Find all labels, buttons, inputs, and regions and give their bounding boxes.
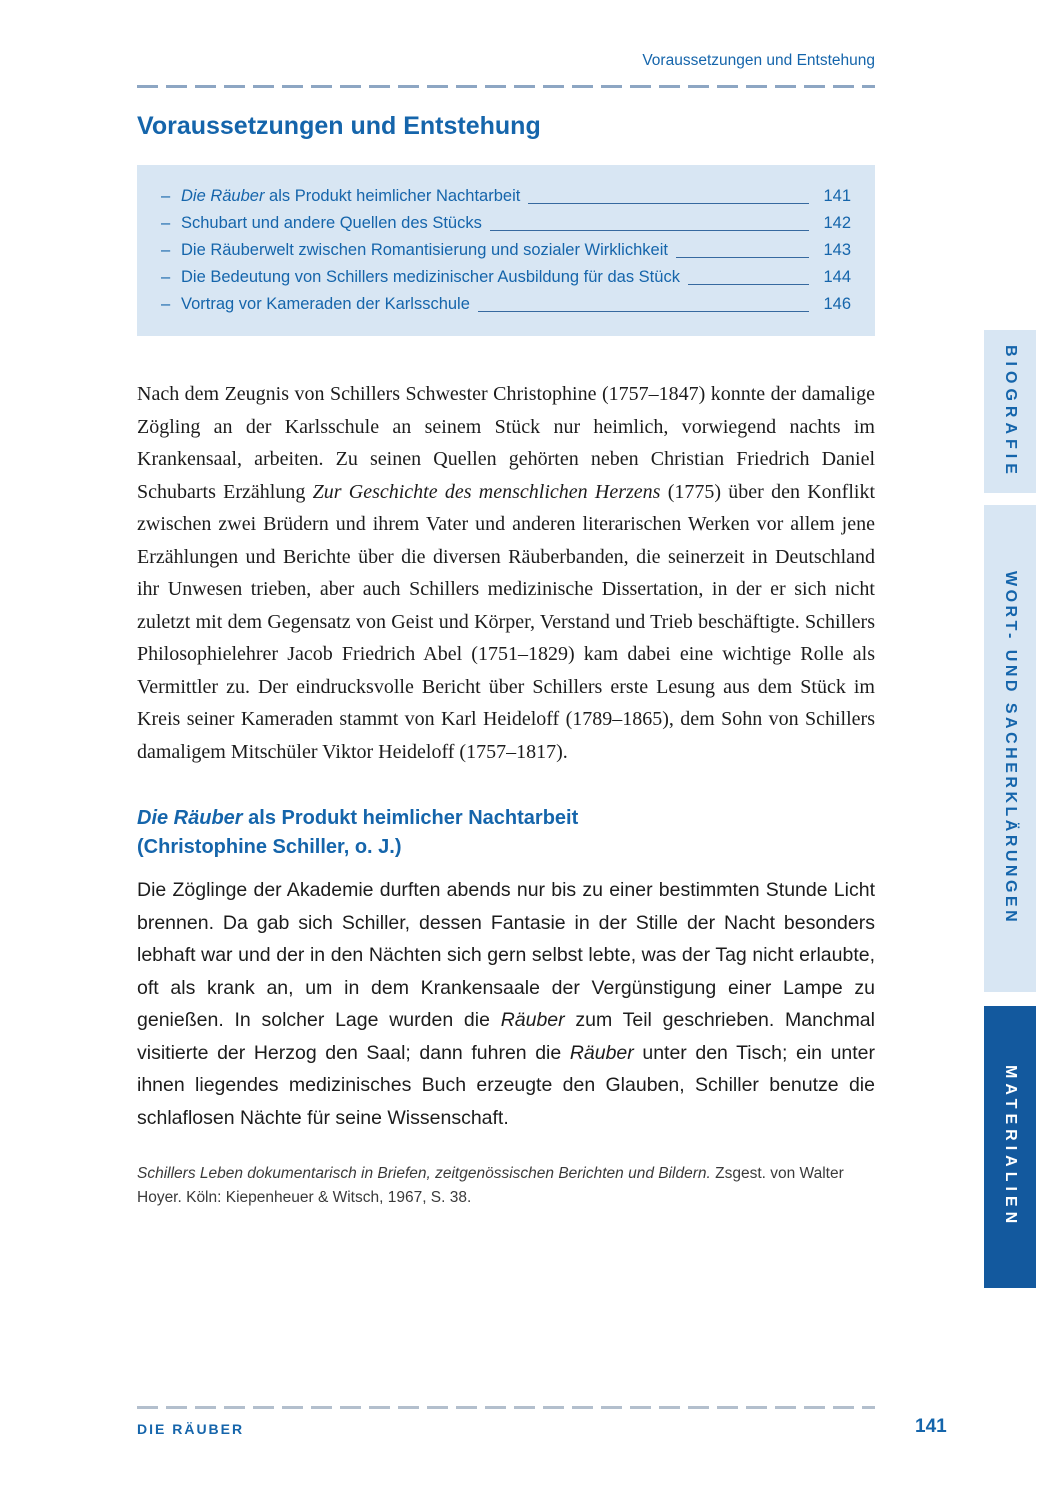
- toc-item-dash: –: [161, 295, 171, 313]
- toc-item-page-number: 146: [823, 295, 851, 313]
- toc-leader-line: [688, 284, 809, 285]
- italic-text-segment: Die Räuber: [137, 807, 243, 829]
- page-title: Voraussetzungen und Entstehung: [137, 112, 541, 140]
- main-content-column: [137, 0, 875, 1210]
- side-tab-biografie[interactable]: BIOGRAFIE: [984, 330, 1036, 493]
- toc-item-page-number: 144: [823, 268, 851, 286]
- italic-text-segment: Schillers Leben dokumentarisch in Briefen, zeitgenössischen Berichten und Bildern.: [137, 1165, 711, 1182]
- toc-item-dash: –: [161, 214, 171, 232]
- text-segment: als Produkt heimlicher Nachtarbeit: [264, 187, 521, 205]
- side-tab-wort-und-sacherklaerungen[interactable]: WORT- UND SACHERKLÄRUNGEN: [984, 505, 1036, 992]
- text-segment: (1775) über den Konflikt zwischen zwei Brüdern und ihrem Vater und anderen literarischen Werken vor allem jene Erzählungen und Berichte über die diversen Räuberbanden, die seinerzeit in Deutschland ihr Unwesen trieben, aber auch Schillers medizinische Dissertation, in der er sich nicht zuletzt mit dem Gegensatz von Geist und Körper, Verstand und Trieb beschäftigte. Schillers Philosophielehrer Jacob Friedrich Abel (1751–1829) kam dabei eine wichtige Rolle als Vermittler zu. Der eindrucksvolle Bericht über Schillers erste Lesung aus dem Stück im Kreis seiner Kameraden stammt von Karl Heideloff (1789–1865), dem Sohn von Schillers damaligem Mitschüler Viktor Heideloff (1757–1817).: [137, 480, 875, 763]
- footer-book-title: DIE RÄUBER: [137, 1421, 245, 1437]
- text-segment: Nach dem Zeugnis von Schillers Schwester Christophine (1757–1847) konnte der damalige Zögling an der Karlsschule an seinem Stück nur heimlich, vorwiegend nachts im Krankensaal, arbeiten. Zu seinen Quellen gehörten neben Christian Friedrich Daniel Schubarts Erzählung: [137, 383, 875, 503]
- text-segment: Schubart und andere Quellen des Stücks: [181, 214, 482, 232]
- subheading-title: [137, 807, 578, 829]
- text-segment: Die Bedeutung von Schillers medizinischer Ausbildung für das Stück: [181, 268, 680, 286]
- section-subheading: [137, 804, 875, 862]
- footer-divider: [137, 1406, 875, 1409]
- toc-item-label: [181, 264, 680, 291]
- paragraph-intro: [137, 378, 875, 768]
- page-footer: [137, 1406, 947, 1437]
- footer-page-number: 141: [915, 1416, 947, 1437]
- toc-item[interactable]: [161, 291, 851, 318]
- toc-item-dash: –: [161, 187, 171, 205]
- toc-item-dash: –: [161, 268, 171, 286]
- side-tab-materialien[interactable]: MATERIALIEN: [984, 1006, 1036, 1288]
- running-header: Voraussetzungen und Entstehung: [642, 52, 875, 69]
- text-segment: als Produkt heimlicher Nachtarbeit: [242, 807, 579, 829]
- toc-leader-line: [478, 311, 809, 312]
- toc-box: [137, 165, 875, 336]
- toc-leader-line: [676, 257, 809, 258]
- toc-item-label: [181, 237, 668, 264]
- italic-text-segment: Zur Geschichte des menschlichen Herzens: [312, 480, 661, 503]
- toc-item-label: [181, 183, 520, 210]
- toc-item-page-number: 141: [823, 187, 851, 205]
- italic-text-segment: Räuber: [569, 1041, 634, 1064]
- toc-leader-line: [490, 230, 809, 231]
- citation: [137, 1162, 875, 1210]
- subheading-source: (Christophine Schiller, o. J.): [137, 836, 402, 858]
- toc-item-label: [181, 210, 482, 237]
- toc-item-page-number: 143: [823, 241, 851, 259]
- toc-item[interactable]: [161, 183, 851, 210]
- toc-item[interactable]: [161, 237, 851, 264]
- text-segment: unter den Tisch; ein unter ihnen liegendes medizinisches Buch erzeugte den Glauben, Schiller benutze die schlaflosen Nächte für seine Wissenschaft.: [137, 1041, 876, 1129]
- toc-item-label: [181, 291, 470, 318]
- text-segment: Die Zöglinge der Akademie durften abends nur bis zu einer bestimmten Stunde Licht brennen. Da gab sich Schiller, dessen Fantasie in der Stille der Nacht besonders lebhaft war und der in den Nächten sich gern selbst lebte, was der Tag nicht erlaubte, oft als krank an, um in dem Krankensaale der Vergünstigung einer Lampe zu genießen. In solcher Lage wurden die: [137, 879, 875, 1031]
- quote-paragraph: [137, 874, 875, 1134]
- toc-item-dash: –: [161, 241, 171, 259]
- italic-text-segment: Räuber: [500, 1009, 565, 1031]
- header-divider: [137, 85, 875, 88]
- side-tabs: [984, 0, 1036, 1500]
- toc-list: [161, 183, 851, 318]
- toc-item[interactable]: [161, 264, 851, 291]
- text-segment: Vortrag vor Kameraden der Karlsschule: [181, 295, 470, 313]
- toc-leader-line: [528, 203, 809, 204]
- text-segment: Zsgest. von Walter Hoyer. Köln: Kiepenheuer & Witsch, 1967, S. 38.: [137, 1165, 844, 1206]
- italic-text-segment: Die Räuber: [181, 187, 265, 205]
- text-segment: Die Räuberwelt zwischen Romantisierung und sozialer Wirklichkeit: [181, 241, 668, 259]
- toc-item[interactable]: [161, 210, 851, 237]
- toc-item-page-number: 142: [823, 214, 851, 232]
- text-segment: zum Teil geschrieben. Manchmal visitierte der Herzog den Saal; dann fuhren die: [137, 1009, 875, 1064]
